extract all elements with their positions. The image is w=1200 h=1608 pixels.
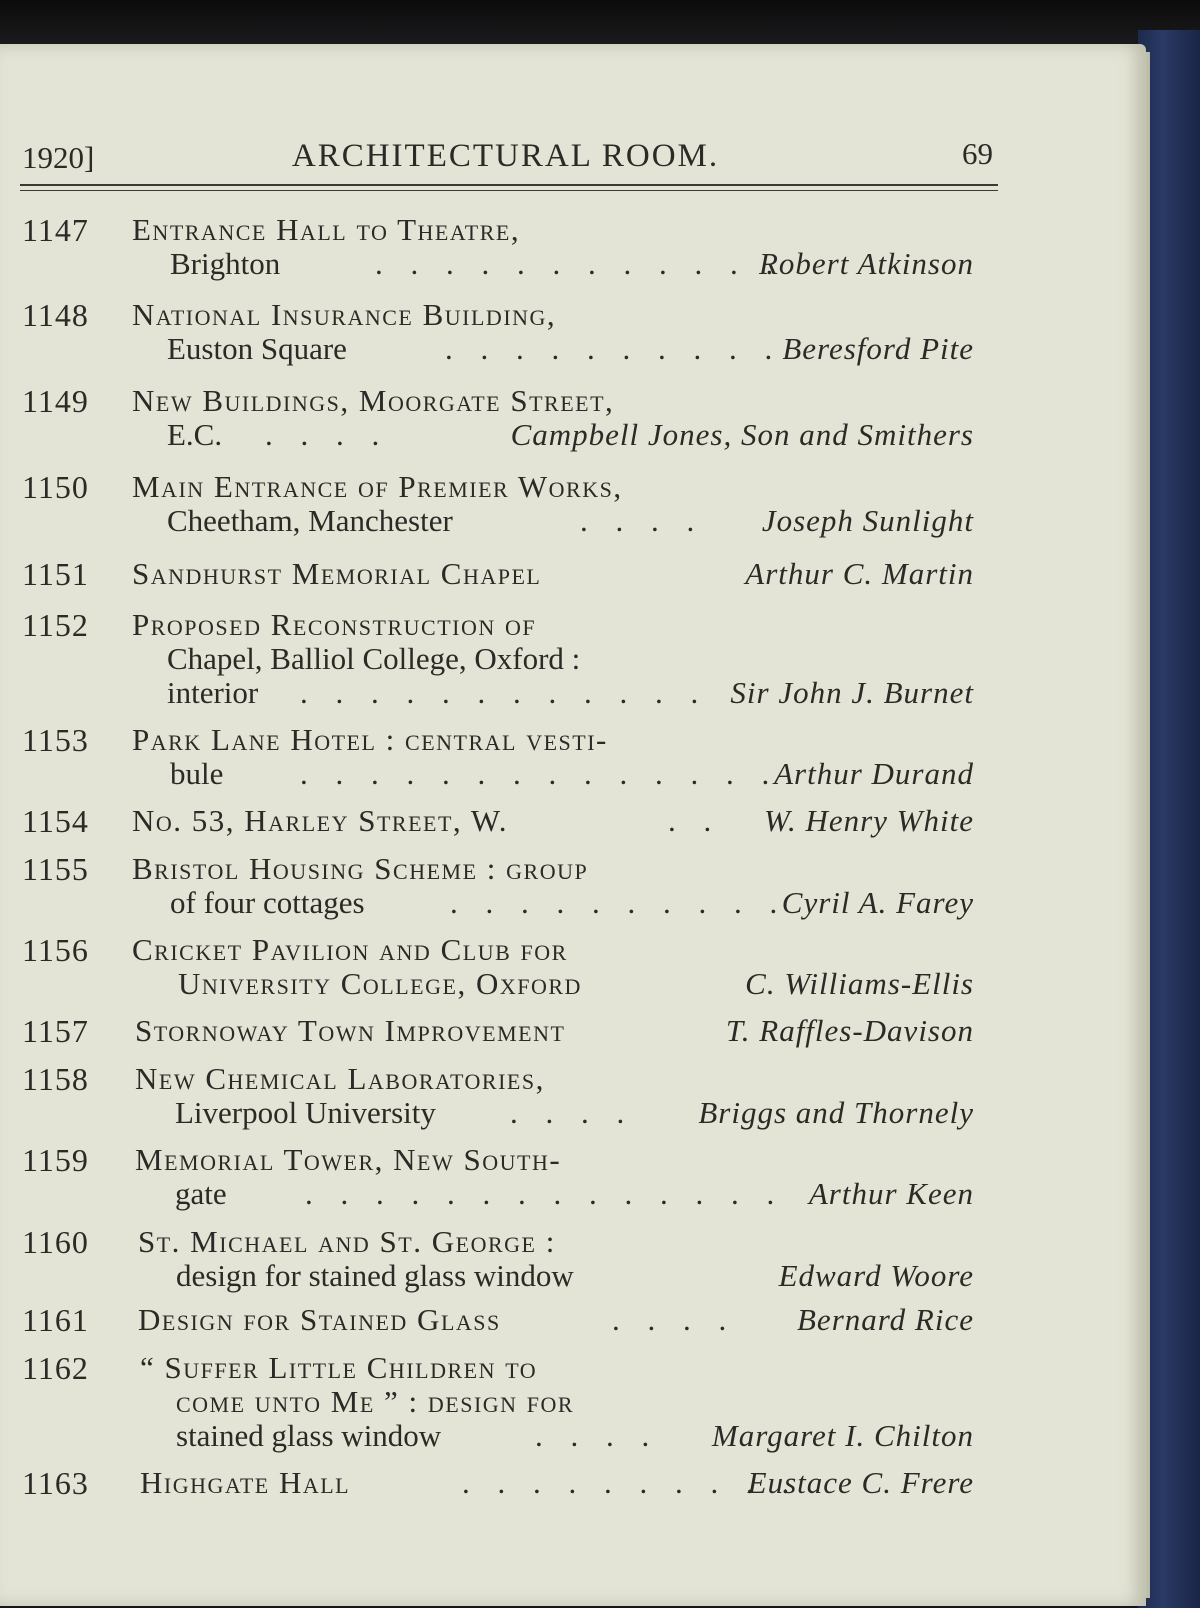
entry-number: 1163 <box>22 1465 89 1501</box>
entry-title-line: New Buildings, Moorgate Street, <box>132 383 615 418</box>
entry-title-line: stained glass window <box>176 1418 442 1453</box>
leader-dots: . . . . . . . . . . . . <box>300 675 709 710</box>
catalogue-entry <box>0 1351 1000 1455</box>
leader-dots: . . <box>668 803 722 838</box>
entry-title-line: “ Suffer Little Children to <box>140 1350 538 1385</box>
catalogue-entry <box>0 298 1000 368</box>
catalogue-entry <box>0 213 1000 283</box>
catalogue-entry <box>0 384 1000 454</box>
entry-artist: Arthur Durand <box>774 756 974 791</box>
header-rule-thin <box>20 190 998 191</box>
leader-dots: . . . . . . . . . . . . . . <box>305 1176 785 1211</box>
catalogue-entry <box>0 804 1000 840</box>
leader-dots: . . . . <box>265 417 390 452</box>
page-header <box>18 134 993 174</box>
entry-title-line: Brighton <box>170 246 281 281</box>
background-top <box>0 0 1200 48</box>
entry-number: 1148 <box>22 297 89 333</box>
entry-artist: Cyril A. Farey <box>781 885 974 920</box>
catalogue-entry <box>0 852 1000 922</box>
entry-artist: Beresford Pite <box>782 331 974 366</box>
entry-title-line: of four cottages <box>170 885 365 920</box>
catalogue-entry <box>0 470 1000 540</box>
entry-artist: Robert Atkinson <box>758 246 974 281</box>
entry-artist: W. Henry White <box>763 803 974 838</box>
entry-title-line: University College, Oxford <box>178 966 582 1001</box>
entry-title-line: Bristol Housing Scheme : group <box>132 851 589 886</box>
entry-artist: Bernard Rice <box>797 1302 974 1337</box>
leader-dots: . . . . <box>612 1302 737 1337</box>
entry-artist: Campbell Jones, Son and Smithers <box>510 417 974 452</box>
entry-artist: Margaret I. Chilton <box>711 1418 974 1453</box>
entry-number: 1160 <box>22 1224 89 1260</box>
entry-title-line: Memorial Tower, New South- <box>135 1142 562 1177</box>
entry-title-line: Chapel, Balliol College, Oxford : <box>167 641 581 676</box>
entry-title-line: E.C. <box>167 417 223 452</box>
entry-number: 1154 <box>22 803 89 839</box>
leader-dots: . . . . <box>535 1418 660 1453</box>
entry-title-line: Sandhurst Memorial Chapel <box>132 556 542 591</box>
entry-number: 1149 <box>22 383 89 419</box>
page-number: 69 <box>962 136 993 171</box>
catalogue-entry <box>0 1143 1000 1213</box>
entry-title-line: gate <box>175 1176 227 1211</box>
leader-dots: . . . . . . . . . . <box>462 1465 800 1500</box>
entry-number: 1156 <box>22 932 89 968</box>
catalogue-entry <box>0 933 1000 1003</box>
entry-number: 1155 <box>22 851 89 887</box>
entry-title-line: Entrance Hall to Theatre, <box>132 212 521 247</box>
entry-title-line: Design for Stained Glass <box>138 1302 501 1337</box>
leader-dots: . . . . . . . . . . . . . . <box>300 756 780 791</box>
catalogue-entry <box>0 608 1000 712</box>
page-title: ARCHITECTURAL ROOM. <box>291 138 720 174</box>
entry-number: 1147 <box>22 212 89 248</box>
entry-artist: Briggs and Thornely <box>698 1095 974 1130</box>
entry-number: 1157 <box>22 1013 89 1049</box>
entry-title-line: Euston Square <box>167 331 347 366</box>
entry-title-line: Main Entrance of Premier Works, <box>132 469 623 504</box>
entry-title-line: Proposed Reconstruction of <box>132 607 537 642</box>
entry-number: 1152 <box>22 607 89 643</box>
entry-title-line: St. Michael and St. George : <box>138 1224 556 1259</box>
entry-number: 1162 <box>22 1350 89 1386</box>
entry-title-line: come unto Me ” : design for <box>176 1384 575 1419</box>
entry-title-line: No. 53, Harley Street, W. <box>132 803 509 838</box>
catalogue-entry <box>0 1303 1000 1339</box>
entry-title-line: bule <box>170 756 224 791</box>
catalogue-entry <box>0 1062 1000 1132</box>
entry-title-line: Cricket Pavilion and Club for <box>132 932 568 967</box>
entry-number: 1161 <box>22 1302 89 1338</box>
leader-dots: . . . . <box>510 1095 635 1130</box>
entry-number: 1153 <box>22 722 89 758</box>
header-year: 1920] <box>22 140 95 175</box>
entry-title-line: New Chemical Laboratories, <box>135 1061 545 1096</box>
entry-artist: Arthur Keen <box>808 1176 974 1211</box>
entry-number: 1150 <box>22 469 89 505</box>
catalogue-entry <box>0 723 1000 793</box>
catalogue-entry <box>0 1466 1000 1502</box>
entry-title-line: Cheetham, Manchester <box>167 503 453 538</box>
entry-number: 1158 <box>22 1061 89 1097</box>
entry-artist: T. Raffles-Davison <box>725 1013 974 1048</box>
entry-number: 1159 <box>22 1142 89 1178</box>
catalogue-entry <box>0 557 1000 593</box>
entry-artist: Joseph Sunlight <box>761 503 974 538</box>
entry-artist: C. Williams-Ellis <box>745 966 974 1001</box>
entry-number: 1151 <box>22 556 89 592</box>
entry-title-line: Liverpool University <box>175 1095 436 1130</box>
entry-artist: Arthur C. Martin <box>745 556 974 591</box>
leader-dots: . . . . . . . . . . . . <box>375 246 784 281</box>
entry-title-line: design for stained glass window <box>176 1258 574 1293</box>
entry-title-line: National Insurance Building, <box>132 297 557 332</box>
entry-artist: Sir John J. Burnet <box>730 675 974 710</box>
entry-title-line: Park Lane Hotel : central vesti- <box>132 722 608 757</box>
leader-dots: . . . . . . . . . . <box>445 331 783 366</box>
leader-dots: . . . . <box>580 503 705 538</box>
entry-title-line: Highgate Hall <box>140 1465 351 1500</box>
entry-artist: Edward Woore <box>778 1258 974 1293</box>
header-rule <box>20 184 998 186</box>
entry-title-line: Stornoway Town Improvement <box>135 1013 566 1048</box>
catalogue-entry <box>0 1014 1000 1050</box>
leader-dots: . . . . . . . . . . <box>450 885 788 920</box>
entry-title-line: interior <box>167 675 259 710</box>
catalogue-entry <box>0 1225 1000 1295</box>
entry-artist: Eustace C. Frere <box>747 1465 974 1500</box>
